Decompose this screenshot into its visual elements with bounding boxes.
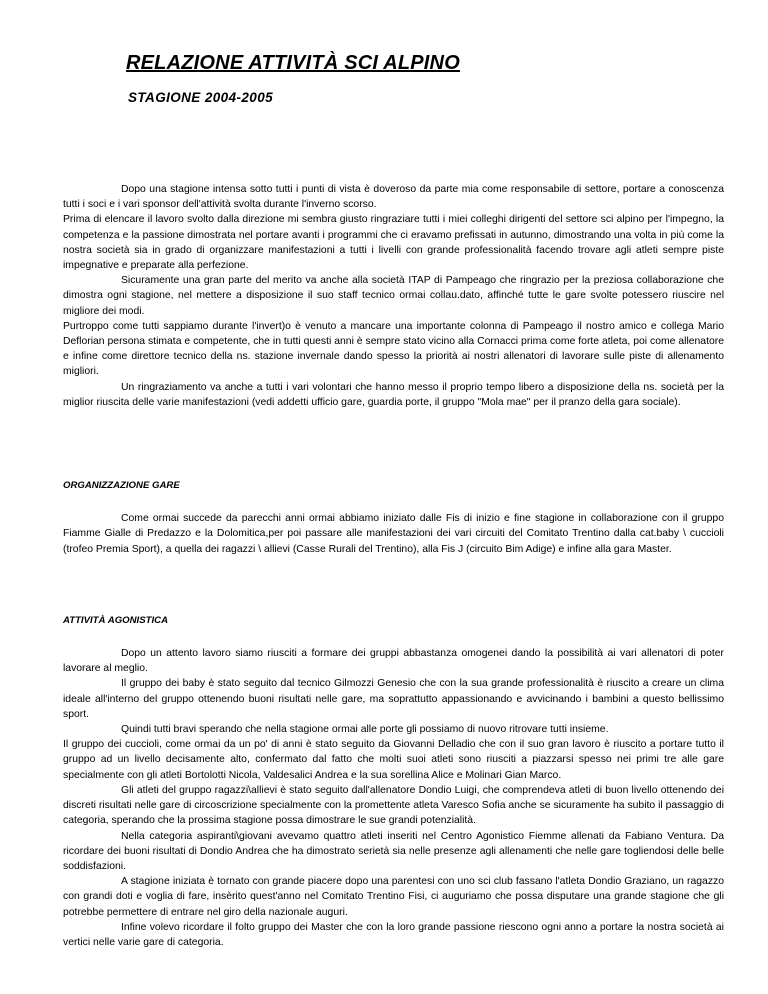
organizzazione-paragraph: Come ormai succede da parecchi anni ormai abbiamo iniziato dalle Fis di inizio e fine stagione in collaborazione con il gruppo Fiamme Gialle di Predazzo e la Dolomitica,per poi passare alle manifestazioni dei vari circuiti del Comitato Trentino dalla cat.baby \ cuccioli (trofeo Premia Sport), a quella dei ragazzi \ allievi (Casse Rurali del Trentino), alla Fis J (circuito Bim Adige) e infine alla gara Master. (63, 513, 724, 555)
attivita-paragraph: Dopo un attento lavoro siamo riusciti a formare dei gruppi abbastanza omogenei dando la possibilità ai vari allenatori di poter lavorare al meglio. (63, 648, 724, 675)
intro-paragraph: Sicuramente una gran parte del merito va anche alla società ITAP di Pampeago che ringrazio per la preziosa collaborazione che dimostra ogni stagione, nel mettere a disposizione il suo staff tecnico ormai collau.dato, affinché tutte le gare svolte potessero riuscire nel migliore dei modi. (63, 275, 724, 317)
attivita-paragraph: Il gruppo dei baby è stato seguito dal tecnico Gilmozzi Genesio che con la sua grande professionalità è riuscito a creare un clima ideale all'interno del gruppo ottenendo buoni risultati nelle gare, ma soprattutto appassionando e avvicinando i bambini a questo bellissimo sport. (63, 678, 724, 720)
section-heading-organizzazione: ORGANIZZAZIONE GARE (63, 480, 180, 492)
document-body (63, 182, 724, 950)
intro-paragraph: Purtroppo come tutti sappiamo durante l'invert)o è venuto a mancare una importante colonna di Pampeago il nostro amico e collega Mario Deflorian persona stimata e competente, che in tutti questi anni è sempre stato vicino alla Cornacci prima come forte atleta, poi come allenatore e infine come direttore tecnico della ns. stazione invernale dando spesso la priorità ai nostri allenatori di lavorare sulle piste di allenamento migliori. (63, 320, 724, 378)
document-title: RELAZIONE ATTIVITÀ SCI ALPINO (126, 52, 460, 74)
document-subtitle: STAGIONE 2004-2005 (128, 90, 274, 105)
section-heading-attivita: ATTIVITÀ AGONISTICA (63, 614, 168, 626)
intro-paragraph: Un ringraziamento va anche a tutti i vari volontari che hanno messo il proprio tempo libero a disposizione della ns. società per la miglior riuscita delle varie manifestazioni (vedi addetti ufficio gare, guardia porte, il gruppo "Mola mae" per il pranzo della gara sociale). (63, 381, 724, 408)
attivita-paragraph: Nella categoria aspiranti\giovani avevamo quattro atleti inseriti nel Centro Agonistico Fiemme allenati da Fabiano Ventura. Da ricordare dei buoni risultati di Dondio Andrea che ha dimostrato serietà sia nelle presenze agli allenamenti che nelle gare togliendosi delle belle soddisfazioni. (63, 830, 724, 872)
attivita-paragraph: Gli atleti del gruppo ragazzi\allievi è stato seguito dall'allenatore Dondio Luigi, che comprendeva atleti di buon livello ottenendo dei discreti risultati nelle gare di circoscrizione specialmente con la promettente atleta Varesco Sofia anche se sicuramente ha subito il passaggio di categoria, sperando che la prossima stagione possa dimostrare le sue grandi potenzialità. (63, 784, 724, 827)
intro-paragraph: Dopo una stagione intensa sotto tutti i punti di vista è doveroso da parte mia come responsabile di settore, portare a conoscenza tutti i soci e i vari sponsor dell'attività svolta durante l'inverno scorso. (63, 184, 724, 211)
attivita-paragraph: A stagione iniziata è tornato con grande piacere dopo una parentesi con uno sci club fassano l'atleta Dondio Graziano, un ragazzo con grandi doti e voglia di fare, insèrito quest'anno nel Comitato Trentino Fisi, ci auguriamo che possa disputare una grande stagione che gli potrebbe permettere di entrare nel giro della nazionale auguri. (63, 876, 724, 918)
attivita-paragraph: Quindi tutti bravi sperando che nella stagione ormai alle porte gli possiamo di nuovo ritrovare tutti insieme. (121, 724, 609, 736)
intro-paragraph: Prima di elencare il lavoro svolto dalla direzione mi sembra giusto ringraziare tutti i miei colleghi dirigenti del settore sci alpino per l'impegno, la competenza e la passione dimostrata nel portare avanti i programmi che ci eravamo prefissati in autunno, dimostrando una volta in più come la nostra società sia in grado di organizzare manifestazioni a tutti i livelli con grande professionalità facendo trovare agli atleti sempre piste impegnative e preparate alla perfezione. (63, 214, 724, 272)
attivita-paragraph: Il gruppo dei cuccioli, come ormai da un po' di anni è stato seguito da Giovanni Delladio che con il suo gran lavoro è riuscito a portare tutto il gruppo ad un livello decisamente alto, confermato dal fatto che molti suoi atleti sono riusciti a piazzarsi spesso nei primi tre alle gare specialmente con gli atleti Bortolotti Nicola, Valdesalici Andrea e la sua sorellina Alice e Molinari Gian Marco. (63, 739, 724, 781)
attivita-paragraph: Infine volevo ricordare il folto gruppo dei Master che con la loro grande passione riescono ogni anno a portare la nostra società ai vertici nelle varie gare di categoria. (63, 921, 724, 948)
